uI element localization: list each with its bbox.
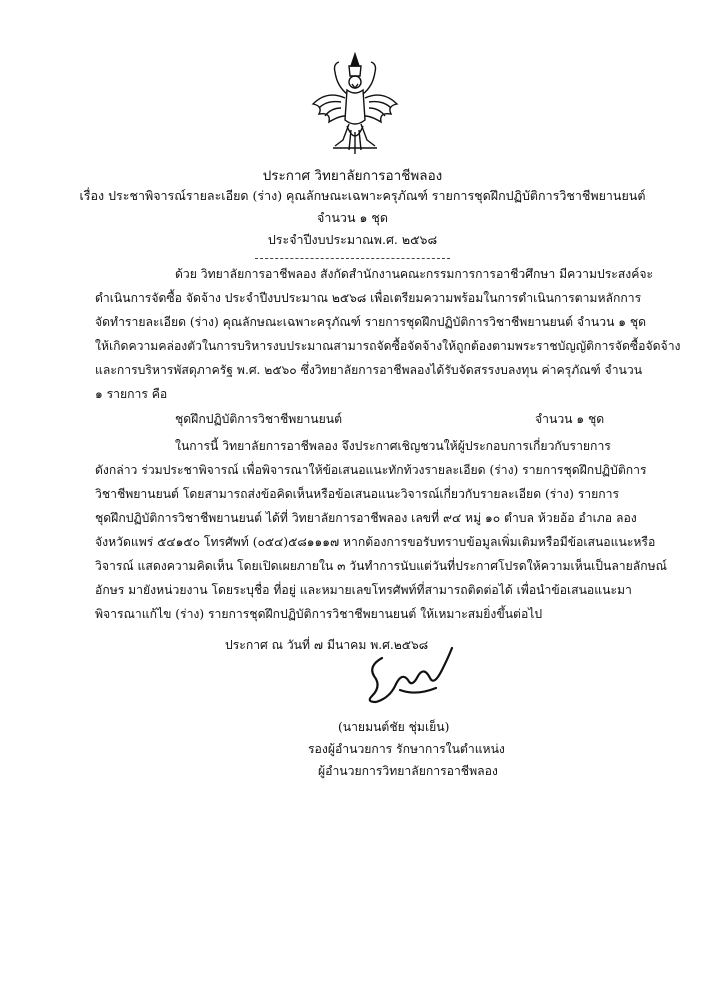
garuda-emblem-icon: [305, 50, 405, 160]
signer-position-1: รองผู้อำนวยการ รักษาการในตำแหน่ง: [308, 742, 505, 756]
paragraph2-line: ในการนี้ วิทยาลัยการอาชีพลอง จึงประกาศเชิญชวนให้ผู้ประกอบการเกี่ยวกับรายการ: [175, 439, 611, 453]
signer-name: (นายมนต์ชัย ชุ่มเย็น): [338, 720, 450, 734]
paragraph2-line: อักษร มายังหน่วยงาน โดยระบุชื่อ ที่อยู่ และหมายเลขโทรศัพท์ที่สามารถติดต่อได้ เพื่อนำข้อเสนอแนะมา: [95, 583, 632, 597]
announcement-subject: เรื่อง ประชาพิจารณ์รายละเอียด (ร่าง) คุณลักษณะเฉพาะครุภัณฑ์ รายการชุดฝึกปฏิบัติการวิชาชีพยานยนต์: [79, 188, 646, 203]
paragraph2-line: พิจารณาแก้ไข (ร่าง) รายการชุดฝึกปฏิบัติการวิชาชีพยานยนต์ ให้เหมาะสมยิ่งขึ้นต่อไป: [95, 607, 543, 621]
paragraph1-line: ๑ รายการ คือ: [95, 387, 168, 401]
handwritten-signature-icon: [360, 640, 470, 710]
paragraph2-line: ดังกล่าว ร่วมประชาพิจารณ์ เพื่อพิจารณาให้ข้อเสนอแนะทักท้วงรายละเอียด (ร่าง) รายการชุดฝึกปฏิบัติการ: [95, 463, 647, 477]
announcement-title: ประกาศ วิทยาลัยการอาชีพลอง: [262, 168, 443, 184]
paragraph2-line: วิจารณ์ แสดงความคิดเห็น โดยเปิดเผยภายใน ๓ วันทำการนับแต่วันที่ประกาศโปรดให้ความเห็นเป็นลายลักษณ์: [95, 559, 667, 573]
paragraph1-line: ดำเนินการจัดซื้อ จัดจ้าง ประจำปีงบประมาณ ๒๕๖๘ เพื่อเตรียมความพร้อมในการดำเนินการตามหลักการ: [95, 291, 642, 305]
header-divider: [255, 258, 450, 259]
paragraph1-line: ให้เกิดความคล่องตัวในการบริหารงบประมาณสามารถจัดซื้อจัดจ้างให้ถูกต้องตามพระราชบัญญัติการจัดซื้อจัดจ้าง: [95, 339, 681, 353]
paragraph2-line: วิชาชีพยานยนต์ โดยสามารถส่งข้อคิดเห็นหรือข้อเสนอแนะวิจารณ์เกี่ยวกับรายละเอียด (ร่าง) รายการ: [95, 487, 620, 501]
paragraph1-line: ด้วย วิทยาลัยการอาชีพลอง สังกัดสำนักงานคณะกรรมการการอาชีวศึกษา มีความประสงค์จะ: [175, 267, 654, 281]
paragraph2-line: จังหวัดแพร่ ๕๔๑๕๐ โทรศัพท์ (๐๕๔)๕๘๑๑๑๗ หากต้องการขอรับทราบข้อมูลเพิ่มเติมหรือมีข้อเสนอแนะหรือ: [95, 535, 656, 549]
item-name: ชุดฝึกปฏิบัติการวิชาชีพยานยนต์: [175, 412, 343, 426]
signer-position-2: ผู้อำนวยการวิทยาลัยการอาชีพลอง: [318, 764, 498, 778]
paragraph2-line: ชุดฝึกปฏิบัติการวิชาชีพยานยนต์ ได้ที่ วิทยาลัยการอาชีพลอง เลขที่ ๙๔ หมู่ ๑๐ ตำบล ห้วยอ้อ อำเภอ ลอง: [95, 511, 637, 525]
fiscal-year: ประจำปีงบประมาณพ.ศ. ๒๕๖๘: [267, 232, 438, 247]
announce-date: ประกาศ ณ วันที่ ๗ มีนาคม พ.ศ.๒๕๖๘: [225, 638, 429, 652]
item-quantity: จำนวน ๑ ชุด: [535, 412, 605, 426]
announcement-quantity: จำนวน ๑ ชุด: [317, 210, 388, 225]
paragraph1-line: และการบริหารพัสดุภาครัฐ พ.ศ. ๒๕๖๐ ซึ่งวิทยาลัยการอาชีพลองได้รับจัดสรรงบลงทุน ค่าครุภัณฑ์ จำนวน: [95, 363, 643, 377]
paragraph1-line: จัดทำรายละเอียด (ร่าง) คุณลักษณะเฉพาะครุภัณฑ์ รายการชุดฝึกปฏิบัติการวิชาชีพยานยนต์ จำนวน ๑ ชุด: [95, 315, 647, 329]
